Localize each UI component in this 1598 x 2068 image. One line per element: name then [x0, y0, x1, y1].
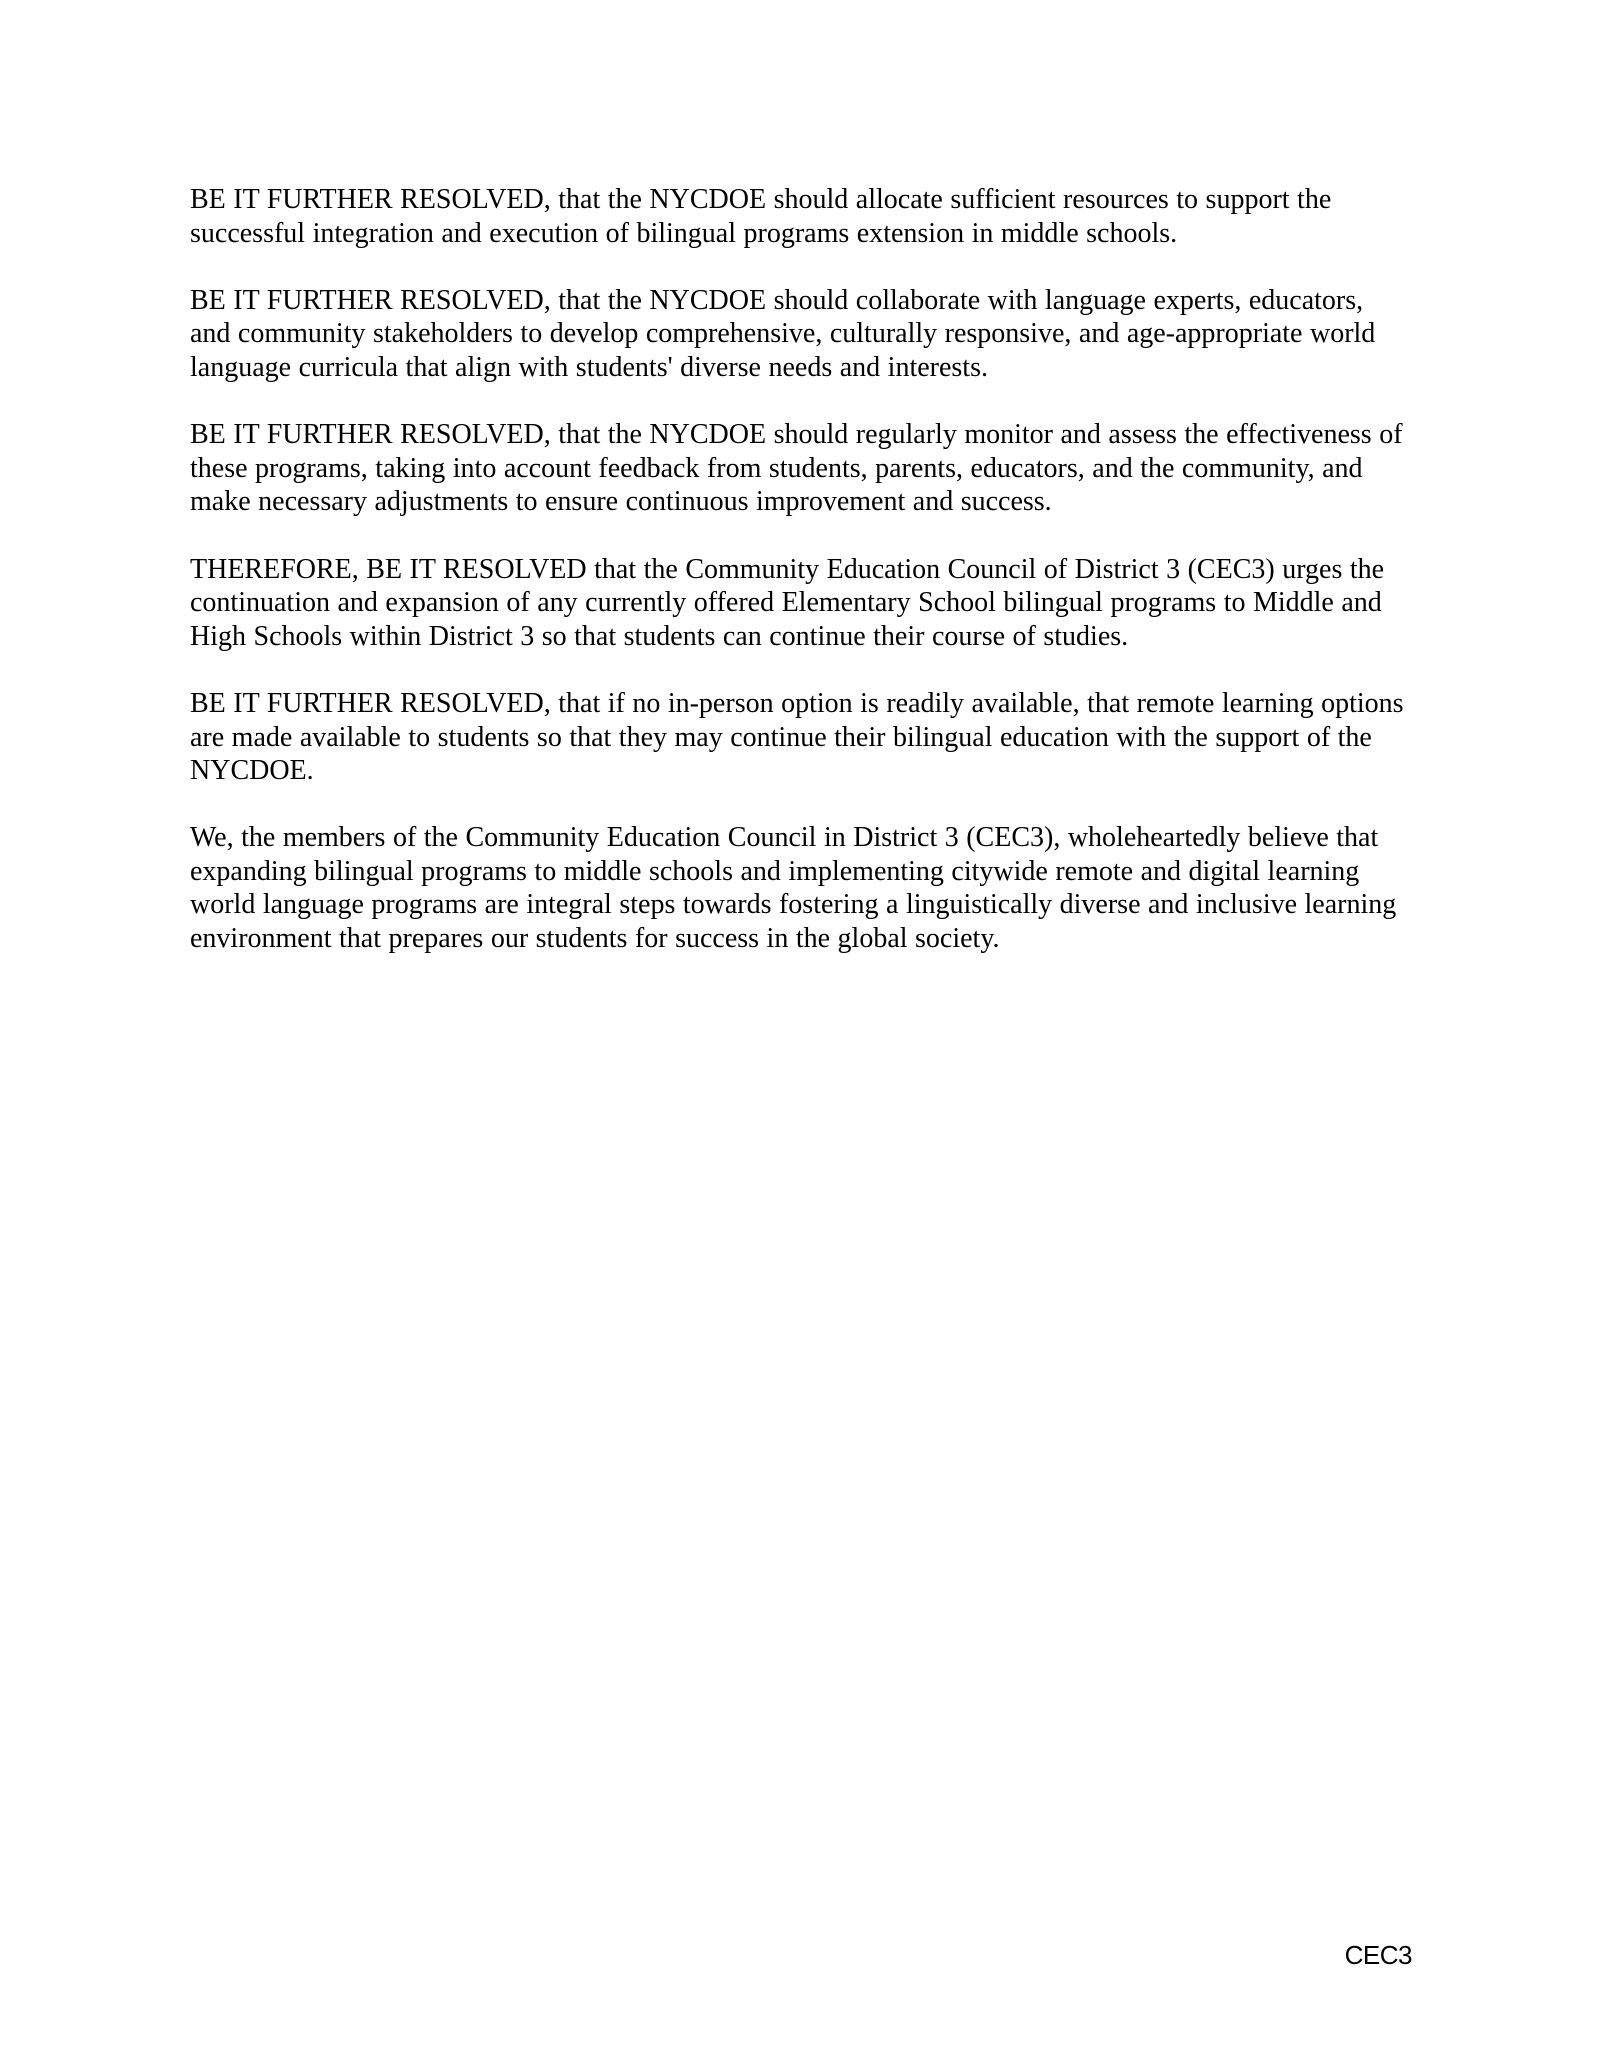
paragraph-resolved-monitor: BE IT FURTHER RESOLVED, that the NYCDOE should regularly monitor and assess the effectiveness of these programs, taking into account feedback from students, parents, educators, and the community, and make necessary adjustments to ensure continuous improvement and success. [190, 419, 1403, 518]
paragraph-resolved-collaborate: BE IT FURTHER RESOLVED, that the NYCDOE should collaborate with language experts, educators, and community stakeholders to develop comprehensive, culturally responsive, and age-appropriate world language curricula that align with students' diverse needs and interests. [190, 284, 1376, 383]
footer-page-label: CEC3 [1344, 1940, 1412, 1970]
paragraph-closing-statement: We, the members of the Community Education Council in District 3 (CEC3), wholeheartedly believe that expanding bilingual programs to middle schools and implementing citywide remote and digital learning world language programs are integral steps towards fostering a linguistically diverse and inclusive learning environment that prepares our students for success in the global society. [190, 822, 1397, 955]
paragraph-resolved-resources: BE IT FURTHER RESOLVED, that the NYCDOE should allocate sufficient resources to support the successful integration and execution of bilingual programs extension in middle schools. [190, 184, 1332, 249]
paragraph-resolved-remote-learning: BE IT FURTHER RESOLVED, that if no in-person option is readily available, that remote learning options are made available to students so that they may continue their bilingual education with the support of the NYCDOE. [190, 687, 1404, 787]
document-body [190, 183, 1408, 989]
paragraph-therefore-resolved: THEREFORE, BE IT RESOLVED that the Community Education Council of District 3 (CEC3) urges the continuation and expansion of any currently offered Elementary School bilingual programs to Middle and High Schools within District 3 so that students can continue their course of studies. [190, 553, 1385, 652]
